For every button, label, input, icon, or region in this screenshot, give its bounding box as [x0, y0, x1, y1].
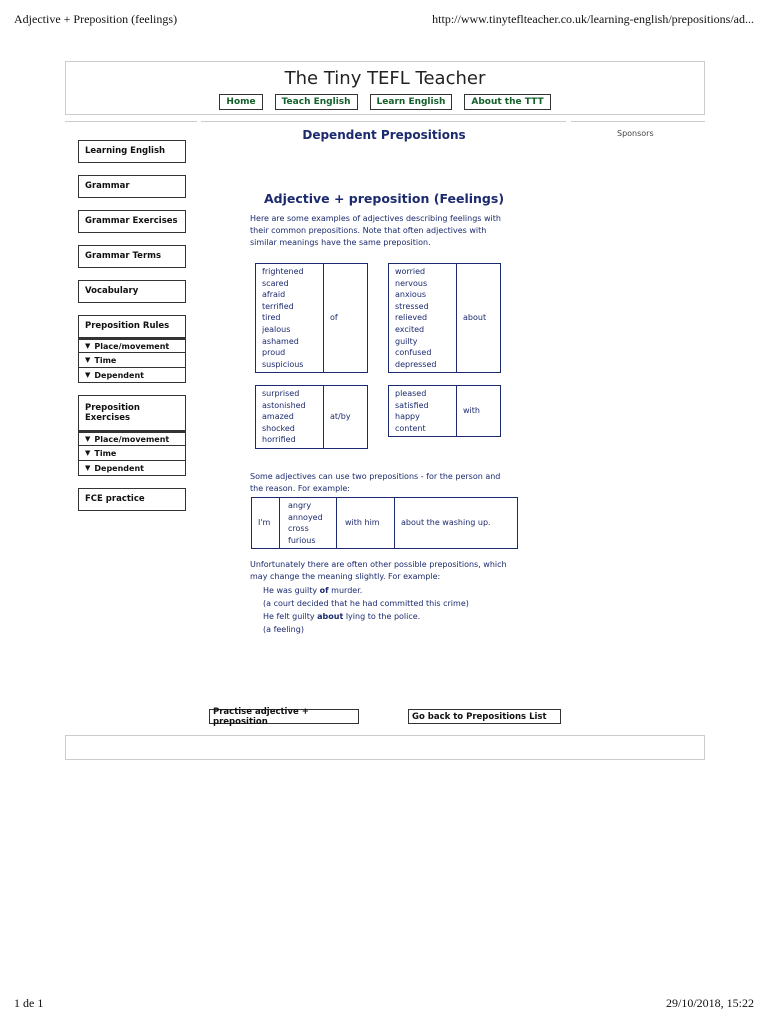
sidebar: [78, 140, 186, 523]
adjective: tired: [262, 313, 281, 323]
two-prepositions-table: [251, 497, 518, 549]
adjective: furious: [288, 535, 316, 545]
adjective: proud: [262, 348, 286, 358]
example-text: He was guilty: [263, 586, 320, 595]
nav-about-link[interactable]: About the TTT: [464, 94, 550, 110]
nav-home-link[interactable]: Home: [219, 94, 262, 110]
sidebar-item-preposition-exercises[interactable]: Preposition Exercises: [78, 395, 186, 431]
adjective: anxious: [395, 290, 427, 300]
sidebar-item-fce-practice[interactable]: FCE practice: [78, 488, 186, 511]
intro-text: Here are some examples of adjectives describing feelings with their common prepositions. Note that often adjectives with similar meanings have the same preposition.: [250, 214, 501, 247]
page-title: Dependent Prepositions: [302, 128, 466, 142]
adjective: relieved: [395, 313, 428, 323]
adjective: shocked: [262, 423, 295, 433]
sidebar-group-preposition-rules: [78, 315, 186, 383]
example-note: (a feeling): [263, 624, 304, 634]
adjective: excited: [395, 324, 425, 334]
adjective: pleased: [395, 389, 427, 398]
sidebar-subitem-time[interactable]: [78, 353, 186, 368]
reason-cell: about the washing up.: [395, 498, 518, 549]
sidebar-item-vocabulary[interactable]: Vocabulary: [78, 280, 186, 303]
section-title: Adjective + preposition (Feelings): [263, 191, 505, 206]
example-text: murder.: [328, 586, 363, 595]
example-text: He felt guilty: [263, 612, 318, 621]
triangle-down-icon: ▼: [85, 464, 91, 472]
top-nav: [66, 94, 704, 110]
sidebar-item-grammar[interactable]: Grammar: [78, 175, 186, 198]
triangle-down-icon: ▼: [85, 435, 91, 443]
adjective: confused: [395, 348, 432, 358]
adjective-table-of: [255, 263, 368, 373]
nav-learn-english-link[interactable]: Learn English: [370, 94, 453, 110]
adjective: worried: [395, 267, 426, 276]
adjective: nervous: [395, 278, 428, 288]
preposition-cell: with: [457, 386, 501, 437]
print-footer: [14, 996, 754, 1012]
adjective-table-with: [388, 385, 501, 437]
adjective: angry: [288, 501, 312, 510]
sidebar-item-preposition-rules[interactable]: Preposition Rules: [78, 315, 186, 338]
example-sentence: [263, 611, 513, 624]
adjective: happy: [395, 412, 420, 422]
example-list: [263, 585, 513, 636]
print-page-number: 1 de 1: [14, 996, 44, 1010]
adjective: horrified: [262, 435, 296, 445]
example-note: (a court decided that he had committed this crime): [263, 598, 469, 608]
two-prepositions-text: Some adjectives can use two prepositions - for the person and the reason. For example:: [250, 472, 501, 493]
adjective: satisfied: [395, 400, 429, 410]
sidebar-subitem-label: Time: [94, 448, 117, 458]
divider: [65, 121, 197, 122]
print-url: http://www.tinyteflteacher.co.uk/learning-english/prepositions/ad...: [432, 12, 754, 26]
person-cell: with him: [337, 498, 395, 549]
adjective: astonished: [262, 400, 306, 410]
preposition-cell: at/by: [324, 386, 368, 449]
adjective: depressed: [395, 359, 437, 369]
adjective: jealous: [262, 324, 291, 334]
adjective: suspicious: [262, 359, 304, 369]
adjective: amazed: [262, 412, 294, 422]
sidebar-subitem-label: Dependent: [94, 463, 144, 473]
sidebar-item-learning-english[interactable]: Learning English: [78, 140, 186, 163]
adjective-list: [280, 498, 337, 549]
example-sentence: [263, 585, 513, 598]
print-datetime: 29/10/2018, 15:22: [665, 996, 754, 1010]
sponsors-label: Sponsors: [617, 129, 654, 138]
preposition-cell: about: [457, 264, 501, 373]
adjective: afraid: [262, 290, 286, 300]
adjective: scared: [262, 278, 289, 288]
adjective-list: [389, 264, 457, 373]
sidebar-subitem-label: Dependent: [94, 370, 144, 380]
print-title: Adjective + Preposition (feelings): [14, 12, 178, 26]
example-text: lying to the police.: [343, 612, 421, 621]
site-header: [65, 61, 705, 115]
adjective: frightened: [262, 267, 304, 276]
sidebar-subitem-label: Place/movement: [94, 341, 170, 351]
sidebar-subitem-dependent[interactable]: [78, 461, 186, 476]
adjective-list: [256, 264, 324, 373]
sidebar-subitem-label: Time: [94, 355, 117, 365]
adjective: stressed: [395, 301, 429, 311]
nav-teach-english-link[interactable]: Teach English: [275, 94, 358, 110]
back-to-list-link[interactable]: Go back to Prepositions List: [408, 709, 561, 724]
adjective-list: [256, 386, 324, 449]
example-preposition: of: [319, 586, 329, 595]
sidebar-subitem-dependent[interactable]: [78, 368, 186, 383]
adjective-table-at-by: [255, 385, 368, 449]
footer-box: [65, 735, 705, 760]
sidebar-item-grammar-terms[interactable]: Grammar Terms: [78, 245, 186, 268]
main-content: [205, 128, 563, 206]
sidebar-group-preposition-exercises: [78, 395, 186, 476]
divider: [201, 121, 566, 122]
site-title: The Tiny TEFL Teacher: [284, 68, 486, 89]
preposition-cell: of: [324, 264, 368, 373]
sidebar-subitem-place-movement[interactable]: [78, 431, 186, 446]
adjective: surprised: [262, 389, 300, 398]
divider: [571, 121, 705, 122]
triangle-down-icon: ▼: [85, 342, 91, 350]
sidebar-subitem-label: Place/movement: [94, 434, 170, 444]
adjective: guilty: [395, 336, 418, 346]
triangle-down-icon: ▼: [85, 371, 91, 379]
triangle-down-icon: ▼: [85, 356, 91, 364]
practise-link[interactable]: Practise adjective + preposition: [209, 709, 359, 724]
adjective: cross: [288, 524, 309, 534]
subject-cell: I'm: [252, 498, 280, 549]
sidebar-subitem-place-movement[interactable]: [78, 338, 186, 353]
adjective: ashamed: [262, 336, 299, 346]
sidebar-subitem-time[interactable]: [78, 446, 186, 461]
adjective-table-about: [388, 263, 501, 373]
adjective-list: [389, 386, 457, 437]
adjective: terrified: [262, 301, 294, 311]
example-preposition: about: [317, 612, 344, 621]
triangle-down-icon: ▼: [85, 449, 91, 457]
other-prepositions-text: Unfortunately there are often other possible prepositions, which may change the meaning slightly. For example:: [250, 560, 507, 581]
adjective: annoyed: [288, 512, 323, 522]
adjective: content: [395, 423, 426, 433]
sidebar-item-grammar-exercises[interactable]: Grammar Exercises: [78, 210, 186, 233]
